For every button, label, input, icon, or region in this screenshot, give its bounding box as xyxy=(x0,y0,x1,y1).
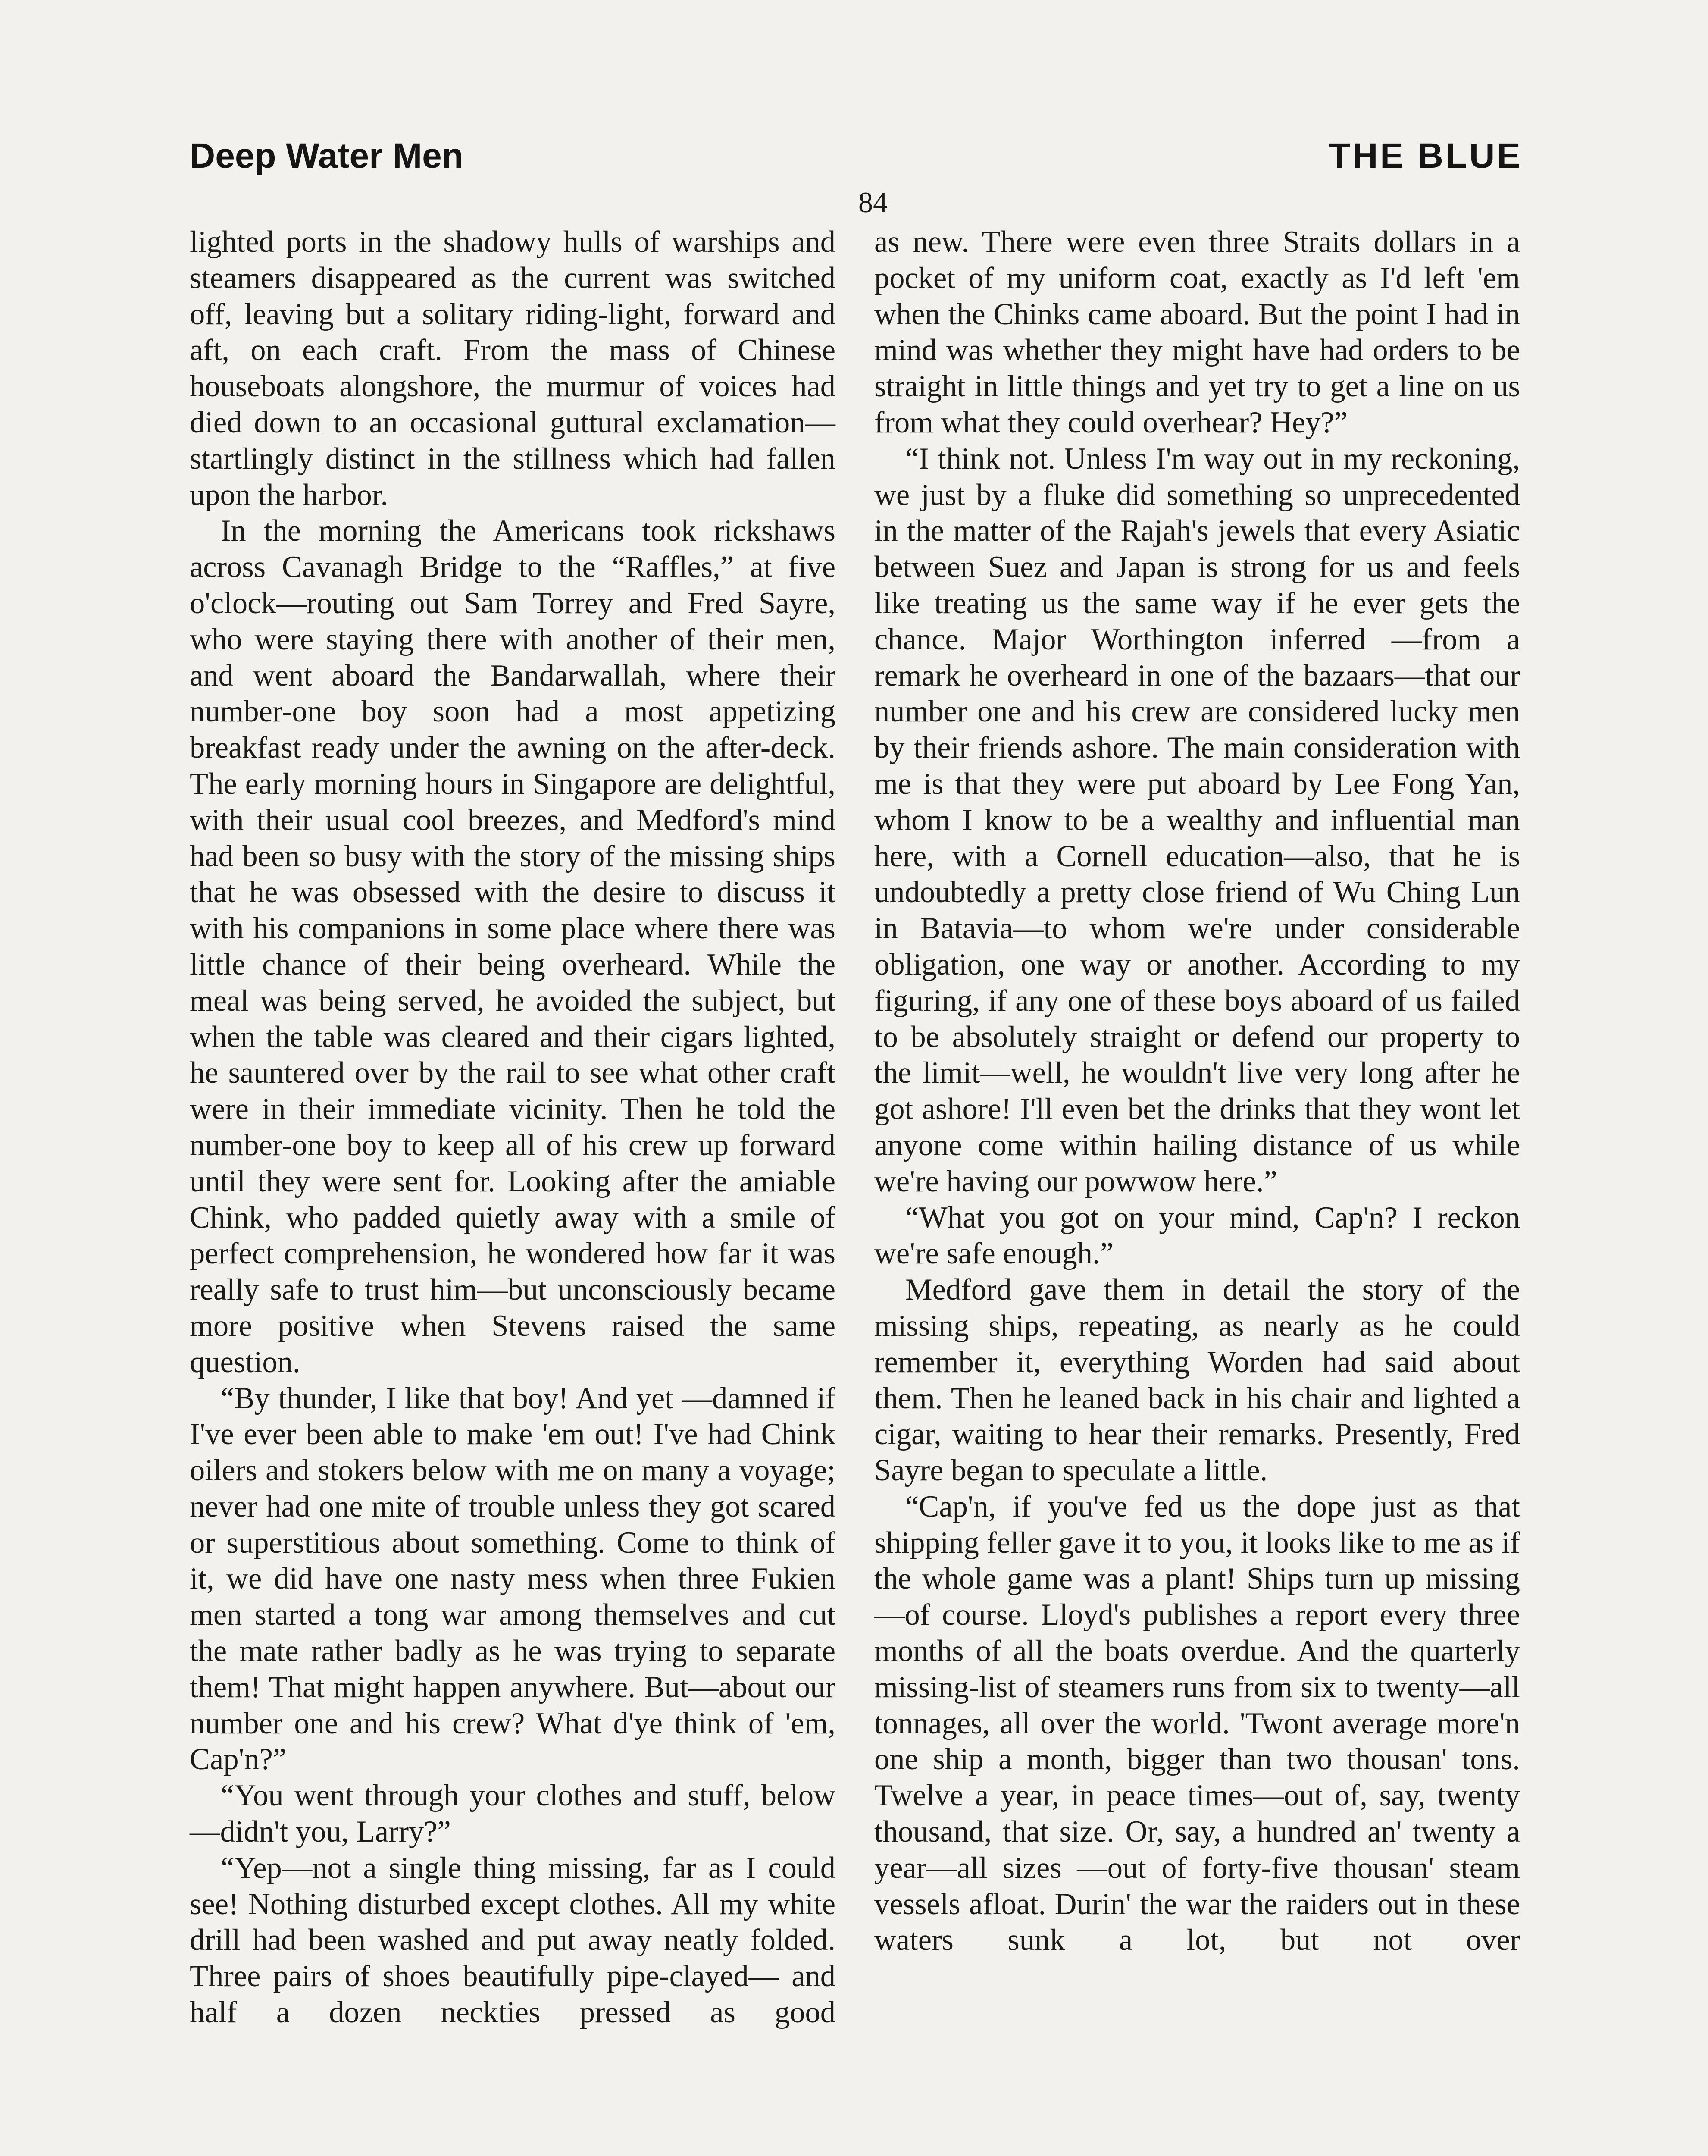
right-column xyxy=(874,224,1520,1959)
page-number: 84 xyxy=(858,186,888,219)
paragraph: “I think not. Unless I'm way out in my reckoning, we just by a fluke did something so unprecedented in the matter of the Rajah's jewels that every Asiatic between Suez and Japan is strong for us and feels like treating us the same way if he ever gets the chance. Major Worthington inferred —from a remark he overheard in one of the bazaars—that our number one and his crew are considered lucky men by their friends ashore. The main consideration with me is that they were put aboard by Lee Fong Yan, whom I know to be a wealthy and influential man here, with a Cornell education—also, that he is undoubtedly a pretty close friend of Wu Ching Lun in Batavia—to whom we're under considerable obligation, one way or another. According to my figuring, if any one of these boys aboard of us failed to be absolutely straight or defend our property to the limit—well, he wouldn't live very long after he got ashore! I'll even bet the drinks that they wont let anyone come within hailing distance of us while we're having our powwow here.” xyxy=(874,442,1520,1198)
paragraph: “By thunder, I like that boy! And yet —damned if I've ever been able to make 'em out! I've had Chink oilers and stokers below with me on many a voyage; never had one mite of trouble unless they got scared or superstitious about something. Come to think of it, we did have one nasty mess when three Fukien men started a tong war among themselves and cut the mate rather badly as he was trying to separate them! That might happen anywhere. But—about our number one and his crew? What d'ye think of 'em, Cap'n?” xyxy=(190,1381,835,1777)
paragraph: “You went through your clothes and stuff, below—didn't you, Larry?” xyxy=(190,1779,835,1849)
story-title: Deep Water Men xyxy=(190,136,463,175)
left-column xyxy=(190,224,835,2031)
paragraph: “What you got on your mind, Cap'n? I reckon we're safe enough.” xyxy=(874,1200,1520,1271)
paragraph: as new. There were even three Straits dollars in a pocket of my uniform coat, exactly as I'd left 'em when the Chinks came aboard. But the point I had in mind was whether they might have had orders to be straight in little things and yet try to get a line on us from what they could overhear? Hey?” xyxy=(874,225,1520,439)
magazine-title: THE BLUE xyxy=(1329,136,1523,175)
paragraph: lighted ports in the shadowy hulls of warships and steamers disappeared as the current was switched off, leaving but a solitary riding-light, forward and aft, on each craft. From the mass of Chinese houseboats alongshore, the murmur of voices had died down to an occasional guttural exclamation—startlingly distinct in the stillness which had fallen upon the harbor. xyxy=(190,225,835,512)
paragraph: “Yep—not a single thing missing, far as I could see! Nothing disturbed except clothes. All my white drill had been washed and put away neatly folded. Three pairs of shoes beautifully pipe-clayed— and half a dozen neckties pressed as good xyxy=(190,1851,835,2030)
paragraph: In the morning the Americans took rickshaws across Cavanagh Bridge to the “Raffles,” at five o'clock—routing out Sam Torrey and Fred Sayre, who were staying there with another of their men, and went aboard the Bandarwallah, where their number-one boy soon had a most appetizing breakfast ready under the awning on the after-deck. The early morning hours in Singapore are delightful, with their usual cool breezes, and Medford's mind had been so busy with the story of the missing ships that he was obsessed with the desire to discuss it with his companions in some place where there was little chance of their being overheard. While the meal was being served, he avoided the subject, but when the table was cleared and their cigars lighted, he sauntered over by the rail to see what other craft were in their immediate vicinity. Then he told the number-one boy to keep all of his crew up forward until they were sent for. Looking after the amiable Chink, who padded quietly away with a smile of perfect comprehension, he wondered how far it was really safe to trust him—but unconsciously became more positive when Stevens raised the same question. xyxy=(190,514,835,1379)
paragraph: “Cap'n, if you've fed us the dope just as that shipping feller gave it to you, it looks like to me as if the whole game was a plant! Ships turn up missing—of course. Lloyd's publishes a report every three months of all the boats overdue. And the quarterly missing-list of steamers runs from six to twenty—all tonnages, all over the world. 'Twont average more'n one ship a month, bigger than two thousan' tons. Twelve a year, in peace times—out of, say, twenty thousand, that size. Or, say, a hundred an' twenty a year—all sizes —out of forty-five thousan' steam vessels afloat. Durin' the war the raiders out in these waters sunk a lot, but not over xyxy=(874,1489,1520,1957)
paragraph: Medford gave them in detail the story of the missing ships, repeating, as nearly as he could remember it, everything Worden had said about them. Then he leaned back in his chair and lighted a cigar, waiting to hear their remarks. Presently, Fred Sayre began to speculate a little. xyxy=(874,1273,1520,1488)
